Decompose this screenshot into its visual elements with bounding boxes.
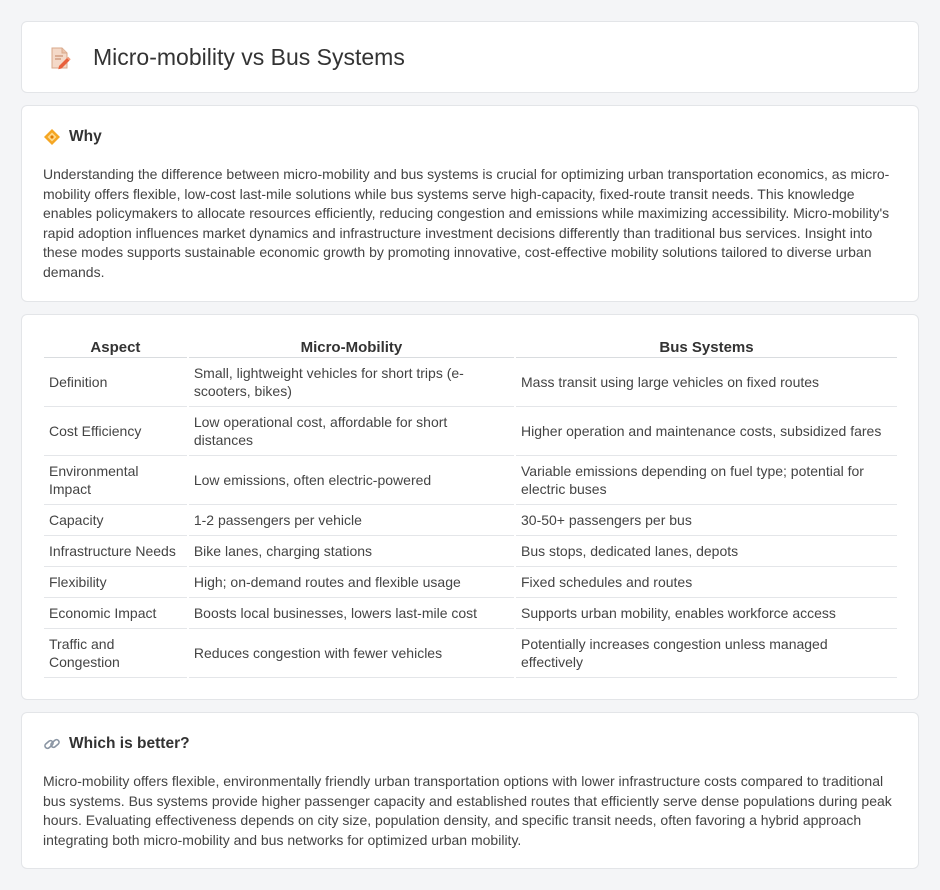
micro-cell: 1-2 passengers per vehicle [189, 505, 514, 536]
bus-cell: Higher operation and maintenance costs, subsidized fares [516, 407, 897, 456]
header-card [21, 21, 919, 93]
page-title: Micro-mobility vs Bus Systems [93, 44, 405, 70]
diamond-sparkle-icon [43, 128, 61, 146]
table-row [44, 567, 897, 598]
comparison-card [21, 314, 919, 700]
why-title: Why [69, 128, 102, 145]
bus-cell: Bus stops, dedicated lanes, depots [516, 536, 897, 567]
column-header: Bus Systems [516, 335, 897, 358]
table-row [44, 536, 897, 567]
table-row [44, 456, 897, 505]
bus-cell: Mass transit using large vehicles on fixed routes [516, 358, 897, 407]
better-body: Micro-mobility offers flexible, environmentally friendly urban transportation options with lower infrastructure costs compared to traditional bus systems. Bus systems provide higher passenger capacity and established routes that efficiently serve dense populations during peak hours. Evaluating effectiveness depends on city size, population density, and specific transit needs, often favoring a hybrid approach integrating both micro-mobility and bus networks for optimized urban mobility. [43, 773, 892, 848]
micro-cell: Boosts local businesses, lowers last-mile cost [189, 598, 514, 629]
bus-cell: Potentially increases congestion unless managed effectively [516, 629, 897, 678]
better-title: Which is better? [69, 735, 190, 752]
why-body: Understanding the difference between micro-mobility and bus systems is crucial for optimizing urban transportation economics, as micro-mobility offers flexible, low-cost last-mile solutions while bus systems serve high-capacity, fixed-route transit needs. This knowledge enables policymakers to allocate resources efficiently, reducing congestion and emissions while maximizing accessibility. Micro-mobility's rapid adoption influences market dynamics and infrastructure investment decisions differently than traditional bus services. Insight into these modes supports sustainable economic growth by promoting innovative, cost-effective mobility solutions tailored to diverse urban demands. [43, 166, 890, 280]
comparison-table [42, 335, 899, 678]
micro-cell: Reduces congestion with fewer vehicles [189, 629, 514, 678]
aspect-cell: Capacity [44, 505, 187, 536]
column-header: Aspect [44, 335, 187, 358]
micro-cell: Small, lightweight vehicles for short trips (e-scooters, bikes) [189, 358, 514, 407]
bus-cell: Variable emissions depending on fuel type; potential for electric buses [516, 456, 897, 505]
table-row [44, 629, 897, 678]
document-pencil-icon [47, 45, 73, 71]
aspect-cell: Economic Impact [44, 598, 187, 629]
bus-cell: Supports urban mobility, enables workforce access [516, 598, 897, 629]
column-header: Micro-Mobility [189, 335, 514, 358]
micro-cell: High; on-demand routes and flexible usage [189, 567, 514, 598]
aspect-cell: Traffic and Congestion [44, 629, 187, 678]
aspect-cell: Cost Efficiency [44, 407, 187, 456]
micro-cell: Low operational cost, affordable for short distances [189, 407, 514, 456]
table-row [44, 598, 897, 629]
why-card [21, 105, 919, 302]
table-row [44, 407, 897, 456]
which-better-card [21, 712, 919, 869]
table-row [44, 358, 897, 407]
bus-cell: 30-50+ passengers per bus [516, 505, 897, 536]
why-heading [43, 128, 102, 146]
aspect-cell: Flexibility [44, 567, 187, 598]
aspect-cell: Definition [44, 358, 187, 407]
better-heading [43, 735, 190, 753]
bus-cell: Fixed schedules and routes [516, 567, 897, 598]
link-chain-icon [43, 735, 61, 753]
aspect-cell: Infrastructure Needs [44, 536, 187, 567]
micro-cell: Bike lanes, charging stations [189, 536, 514, 567]
table-header-row [44, 335, 897, 358]
micro-cell: Low emissions, often electric-powered [189, 456, 514, 505]
table-row [44, 505, 897, 536]
aspect-cell: Environmental Impact [44, 456, 187, 505]
page-title-row [47, 44, 405, 71]
